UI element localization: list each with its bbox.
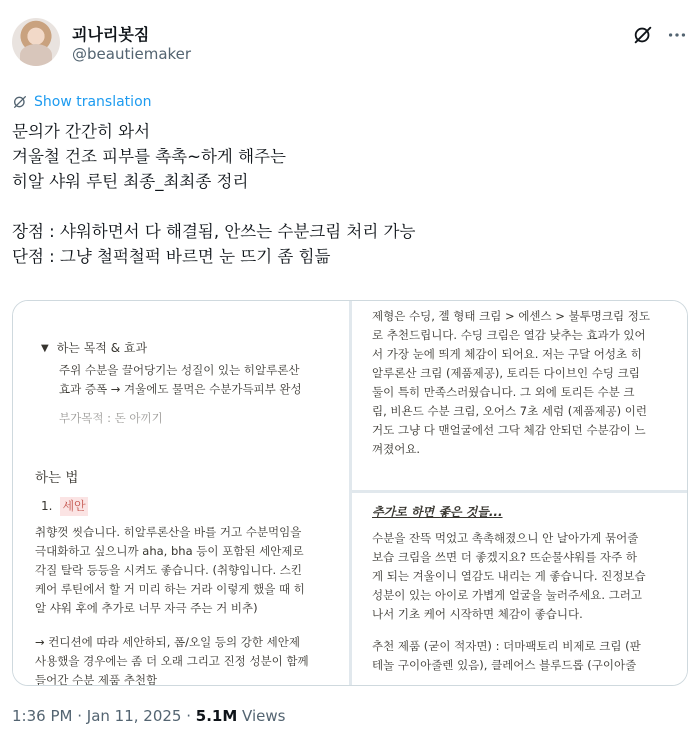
step-body [35, 523, 305, 618]
text-line: 알 샤워 후에 추가로 너무 자극 주는 거 비추) [35, 601, 258, 615]
text-line: 림, 비욘드 수분 크림, 오어스 7초 세럼 (제품제공) 이런 [372, 404, 648, 418]
text-line: 성분이 있는 아이로 가볍게 얼굴을 눌러주세요. 그러고 [372, 588, 642, 602]
tweet-media-grid [12, 300, 688, 686]
highlighted-step-label: 세안 [60, 497, 87, 516]
tweet-meta [12, 707, 285, 725]
text-block [372, 637, 641, 675]
meta-separator: · [72, 707, 87, 725]
toggle-arrow-icon: ▼ [41, 343, 49, 354]
text-line: 효과 증폭 → 겨울에도 물먹은 수분가득피부 완성 [59, 382, 302, 396]
text-line: 서 가장 눈에 띄게 체감이 되어요. 저는 구달 어성초 히 [372, 347, 642, 361]
numbered-item [41, 497, 88, 516]
text-line: 들어간 수분 제품 추천함 [35, 673, 158, 686]
text-line: 테놀 구이아줄렌 있음), 클레어스 블루드롭 (구이아줄 [372, 658, 637, 672]
author-handle[interactable]: @beautiemaker [72, 45, 192, 63]
tweet-line: 겨울철 건조 피부를 촉촉~하게 해주는 [12, 147, 286, 166]
text-block [372, 529, 646, 624]
tweet-line: 장점 : 샤워하면서 다 해결됨, 안쓰는 수분크림 처리 가능 [12, 222, 416, 241]
text-line: 둘이 특히 만족스러웠습니다. 그 외에 토리든 수분 크 [372, 385, 635, 399]
toggle-block-header [41, 339, 147, 358]
section-title: 추가로 하면 좋은 것들... [372, 505, 503, 519]
text-line: 알루론산 크림 (제품제공), 토리든 다이브인 수딩 크림 [372, 366, 640, 380]
more-options-icon[interactable] [666, 24, 688, 46]
step-note [35, 633, 309, 686]
tweet-line: 단점 : 그냥 철퍽철퍽 바르면 눈 뜨기 좀 힘듦 [12, 247, 331, 266]
tweet-time[interactable]: 1:36 PM [12, 707, 73, 725]
text-line: 수분을 잔뜩 먹었고 촉촉해졌으니 안 날아가게 묶어줄 [372, 531, 639, 545]
tweet-text [12, 119, 688, 269]
text-line: 추천 제품 (굳이 적자면) : 더마팩토리 비제로 크림 (판 [372, 639, 641, 653]
meta-separator: · [181, 707, 196, 725]
text-line: 케어 루틴에서 할 거 미리 하는 거라 이렇게 했을 때 히 [35, 582, 305, 596]
toggle-title: 하는 목적 & 효과 [56, 341, 148, 355]
text-line: 로 추천드립니다. 수딩 크림은 열감 낮추는 효과가 있어 [372, 328, 646, 342]
text-line: 취향껏 씻습니다. 히알루론산을 바를 거고 수분먹임을 [35, 525, 302, 539]
translate-icon [12, 94, 28, 110]
tweet-line: 히알 샤워 루틴 최종_최최종 정리 [12, 172, 249, 191]
text-line: 제형은 수딩, 젤 형태 크림 > 에센스 > 불투명크림 정도 [372, 309, 651, 323]
views-count: 5.1M [195, 707, 238, 725]
show-translation-label: Show translation [34, 94, 152, 110]
text-line: 나서 기초 케어 시작하면 체감이 좋습니다. [372, 607, 583, 621]
section-heading: 하는 법 [35, 470, 79, 486]
sub-purpose: 부가목적 : 돈 아끼기 [59, 411, 163, 425]
text-line: → 컨디션에 따라 세안하되, 폼/오일 등의 강한 세안제 [35, 635, 300, 649]
media-image-right-top[interactable] [352, 301, 688, 490]
text-line: 껴졌어요. [372, 442, 421, 456]
media-image-left[interactable] [13, 301, 349, 686]
item-number: 1. [41, 499, 53, 513]
text-line: 극대화하고 싶으니까 aha, bha 등이 포함된 세안제로 [35, 544, 304, 558]
views-label: Views [237, 707, 286, 725]
text-line: 보습 크림을 쓰면 더 좋겠지요? 뜨순물샤워를 자주 하 [372, 550, 637, 564]
grok-icon[interactable] [632, 24, 654, 46]
text-block [372, 307, 650, 459]
tweet-line: 문의가 간간히 와서 [12, 122, 151, 141]
author-display-name[interactable]: 괴나리봇짐 [72, 25, 150, 44]
text-line: 각질 탈락 등등을 시켜도 좋습니다. (취향입니다. 스킨 [35, 563, 303, 577]
media-image-right-bottom[interactable] [352, 493, 688, 686]
text-line: 주위 수분을 끌어당기는 성질이 있는 히알루론산 [59, 363, 300, 377]
toggle-body [59, 361, 302, 428]
avatar[interactable] [12, 18, 60, 66]
tweet-date[interactable]: Jan 11, 2025 [86, 707, 182, 725]
text-line: 게 되는 겨울이니 열감도 내리는 게 좋습니다. 진정보습 [372, 569, 646, 583]
tweet-blank-line [12, 194, 688, 219]
tweet-header [12, 18, 688, 74]
show-translation-link[interactable] [12, 92, 152, 112]
text-line: 거도 그냥 다 맨얼굴에선 그닥 체감 안되던 수분감이 느 [372, 423, 646, 437]
text-line: 사용했을 경우에는 좀 더 오래 그리고 진정 성분이 함께 [35, 654, 309, 668]
